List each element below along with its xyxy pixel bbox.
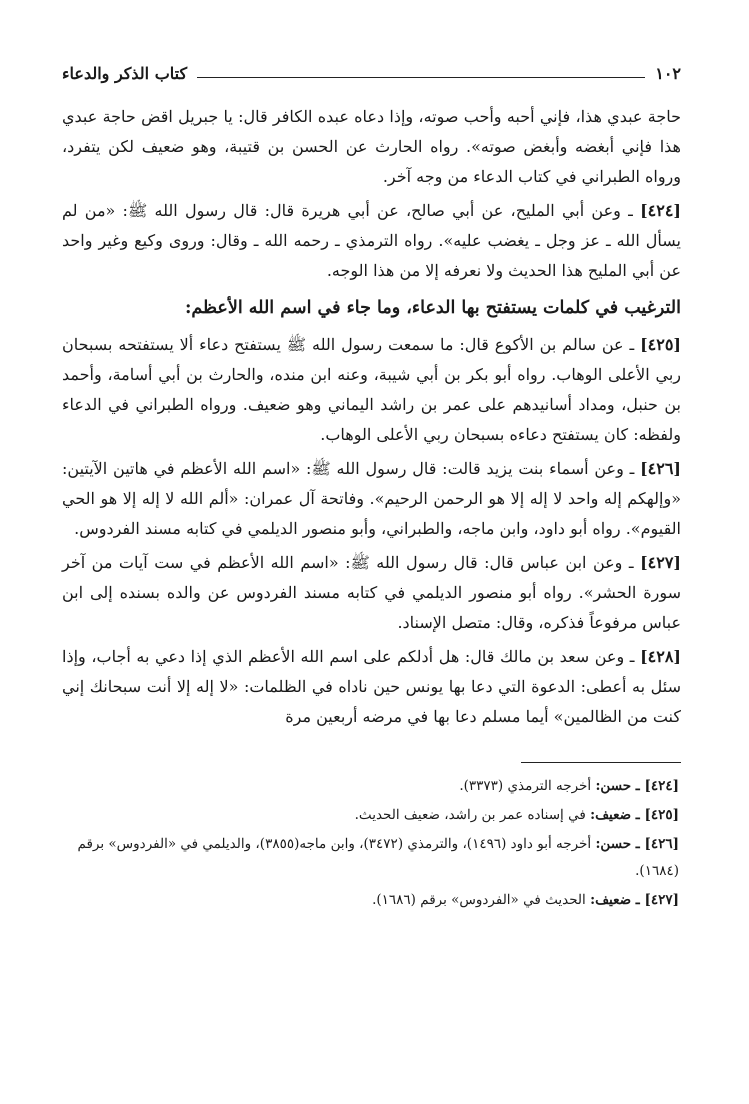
hadith-paragraph <box>62 196 681 286</box>
paragraph-continuation <box>62 102 681 192</box>
footnote-label: [٤٢٦] ـ حسن: <box>595 836 679 852</box>
footnote-label: [٤٢٤] ـ حسن: <box>595 778 679 794</box>
footnote <box>62 802 681 829</box>
page-header <box>62 60 681 86</box>
paragraph-text: ـ عن سالم بن الأكوع قال: ما سمعت رسول الله ﷺ يستفتح دعاء ألا يستفتحه بسبحان ربي الأعلى الوهاب. رواه أبو بكر بن أبي شيبة، وعنه ابن منده، والحارث بن أبي أسامة، وأحمد بن حنبل، ومداد أسانيدهم على عمر بن راشد اليماني وهو ضعيف. ورواه الطبراني في الدعاء ولفظه: كان يستفتح دعاءه بسبحان ربي الأعلى الوهاب. <box>62 335 681 444</box>
hadith-paragraph <box>62 330 681 450</box>
footnote-text: أخرجه أبو داود (١٤٩٦)، والترمذي (٣٤٧٢)، وابن ماجه(٣٨٥٥)، والديلمي في «الفردوس» برقم (١٦٨٤). <box>77 836 679 879</box>
paragraph-text: ـ وعن سعد بن مالك قال: هل أدلكم على اسم الله الأعظم الذي إذا دعي به أجاب، وإذا سئل به أعطى: الدعوة التي دعا بها يونس حين ناداه في الظلمات: «لا إله إلا أنت سبحانك إني كنت من الظالمين» أيما مسلم دعا بها في مرضه أربعين مرة <box>62 647 681 726</box>
hadith-paragraph <box>62 548 681 638</box>
footnote <box>62 831 681 885</box>
footnote <box>62 887 681 914</box>
paragraph-text: حاجة عبدي هذا، فإني أحبه وأحب صوته، وإذا دعاه عبده الكافر قال: يا جبريل اقض حاجة عبدي هذا فإني أبغضه وأبغض صوته». رواه الحارث عن الحسن بن قتيبة، وهو ضعيف لكن يتفرد، ورواه الطبراني في كتاب الدعاء من وجه آخر. <box>62 107 681 186</box>
paragraph-text: ـ وعن ابن عباس قال: قال رسول الله ﷺ: «اسم الله الأعظم في ست آيات من آخر سورة الحشر». رواه أبو منصور الديلمي في كتابه مسند الفردوس عن والده بسنده إلى ابن عباس مرفوعاً فذكره، وقال: متصل الإسناد. <box>62 553 682 632</box>
page-number: ١٠٢ <box>655 63 681 83</box>
hadith-number: [٤٢٥] <box>640 335 681 354</box>
section-heading: الترغيب في كلمات يستفتح بها الدعاء، وما جاء في اسم الله الأعظم: <box>184 298 681 318</box>
footnote-label: [٤٢٥] ـ ضعيف: <box>590 807 679 823</box>
footnote <box>62 773 681 800</box>
hadith-number: [٤٢٦] <box>640 459 681 478</box>
running-title: كتاب الذكر والدعاء <box>62 63 188 83</box>
hadith-paragraph <box>62 642 681 732</box>
hadith-number: [٤٢٤] <box>640 201 681 220</box>
footnote-separator <box>521 762 681 763</box>
footnote-text: في إسناده عمر بن راشد، ضعيف الحديث. <box>354 807 591 823</box>
paragraph-text: ـ وعن أسماء بنت يزيد قالت: قال رسول الله ﷺ: «اسم الله الأعظم في هاتين الآيتين: «وإلهكم إله واحد لا إله إلا هو الرحمن الرحيم». وفاتحة آل عمران: «ألم الله لا إله إلا هو الحي القيوم». رواه أبو داود، وابن ماجه، والطبراني، وأبو منصور الديلمي في كتابه مسند الفردوس. <box>62 459 681 538</box>
footnote-label: [٤٢٧] ـ ضعيف: <box>590 892 679 908</box>
hadith-paragraph <box>62 454 681 544</box>
footnote-text: الحديث في «الفردوس» برقم (١٦٨٦). <box>372 892 591 908</box>
footnote-text: أخرجه الترمذي (٣٣٧٣). <box>459 778 596 794</box>
paragraph-text: ـ وعن أبي المليح، عن أبي صالح، عن أبي هريرة قال: قال رسول الله ﷺ: «من لم يسأل الله ـ عز وجل ـ يغضب عليه». رواه الترمذي ـ رحمه الله ـ وقال: وروى وكيع وغير واحد عن أبي المليح هذا الحديث ولا نعرفه إلا من هذا الوجه. <box>62 201 681 280</box>
hadith-number: [٤٢٨] <box>640 647 681 666</box>
hadith-number: [٤٢٧] <box>640 553 681 572</box>
header-rule <box>197 77 645 78</box>
